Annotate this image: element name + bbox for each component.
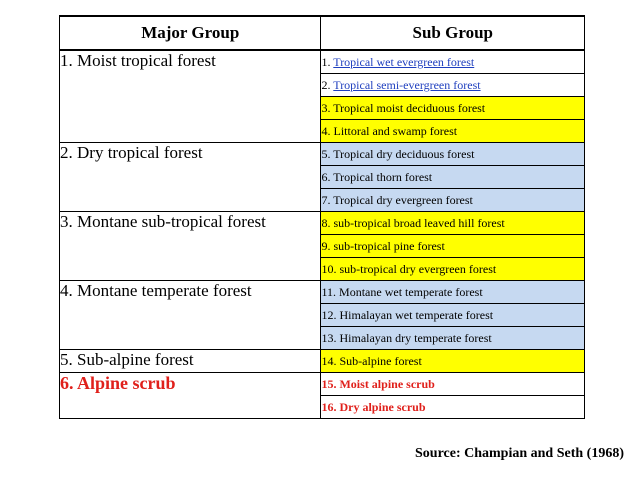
- sub-group-label: 9. sub-tropical pine forest: [321, 239, 445, 253]
- sub-group-cell: [321, 281, 585, 304]
- major-group-cell: 4. Montane temperate forest: [60, 281, 321, 350]
- major-group-header: Major Group: [60, 16, 321, 50]
- sub-group-cell: [321, 166, 585, 189]
- sub-group-label: 16. Dry alpine scrub: [321, 400, 426, 414]
- table-row: [60, 281, 585, 304]
- sub-group-cell: [321, 97, 585, 120]
- sub-group-number: 1.: [321, 55, 334, 69]
- sub-group-cell: [321, 50, 585, 74]
- major-group-cell: 2. Dry tropical forest: [60, 143, 321, 212]
- table-row: [60, 50, 585, 74]
- header-row: [60, 16, 585, 50]
- sub-group-cell: [321, 327, 585, 350]
- sub-group-label: 15. Moist alpine scrub: [321, 377, 435, 391]
- sub-group-label: 10. sub-tropical dry evergreen forest: [321, 262, 497, 276]
- sub-group-number: 2.: [321, 78, 334, 92]
- sub-group-link[interactable]: Tropical semi-evergreen forest: [333, 78, 481, 92]
- sub-group-label: 13. Himalayan dry temperate forest: [321, 331, 492, 345]
- sub-group-label: 11. Montane wet temperate forest: [321, 285, 483, 299]
- forest-classification-table: [59, 15, 585, 419]
- sub-group-cell: [321, 304, 585, 327]
- major-group-cell: 6. Alpine scrub: [60, 373, 321, 419]
- sub-group-cell: [321, 120, 585, 143]
- major-group-cell: 1. Moist tropical forest: [60, 50, 321, 143]
- sub-group-label: 4. Littoral and swamp forest: [321, 124, 458, 138]
- sub-group-label: 12. Himalayan wet temperate forest: [321, 308, 494, 322]
- sub-group-cell: [321, 189, 585, 212]
- table-body: [60, 50, 585, 419]
- sub-group-label: 14. Sub-alpine forest: [321, 354, 422, 368]
- sub-group-cell: [321, 350, 585, 373]
- sub-group-link[interactable]: Tropical wet evergreen forest: [333, 55, 475, 69]
- sub-group-label: 3. Tropical moist deciduous forest: [321, 101, 486, 115]
- sub-group-header: Sub Group: [321, 16, 585, 50]
- source-note: Source: Champian and Seth (1968): [415, 446, 624, 461]
- major-group-cell: 3. Montane sub-tropical forest: [60, 212, 321, 281]
- sub-group-cell: [321, 212, 585, 235]
- sub-group-cell: [321, 143, 585, 166]
- table-row: [60, 212, 585, 235]
- major-group-cell: 5. Sub-alpine forest: [60, 350, 321, 373]
- table-row: [60, 350, 585, 373]
- sub-group-cell: [321, 74, 585, 97]
- sub-group-cell: [321, 373, 585, 396]
- sub-group-cell: [321, 258, 585, 281]
- sub-group-cell: [321, 396, 585, 419]
- sub-group-label: 6. Tropical thorn forest: [321, 170, 433, 184]
- sub-group-label: 7. Tropical dry evergreen forest: [321, 193, 473, 207]
- sub-group-label: 8. sub-tropical broad leaved hill forest: [321, 216, 505, 230]
- table-row: [60, 373, 585, 396]
- table-row: [60, 143, 585, 166]
- sub-group-cell: [321, 235, 585, 258]
- sub-group-label: 5. Tropical dry deciduous forest: [321, 147, 475, 161]
